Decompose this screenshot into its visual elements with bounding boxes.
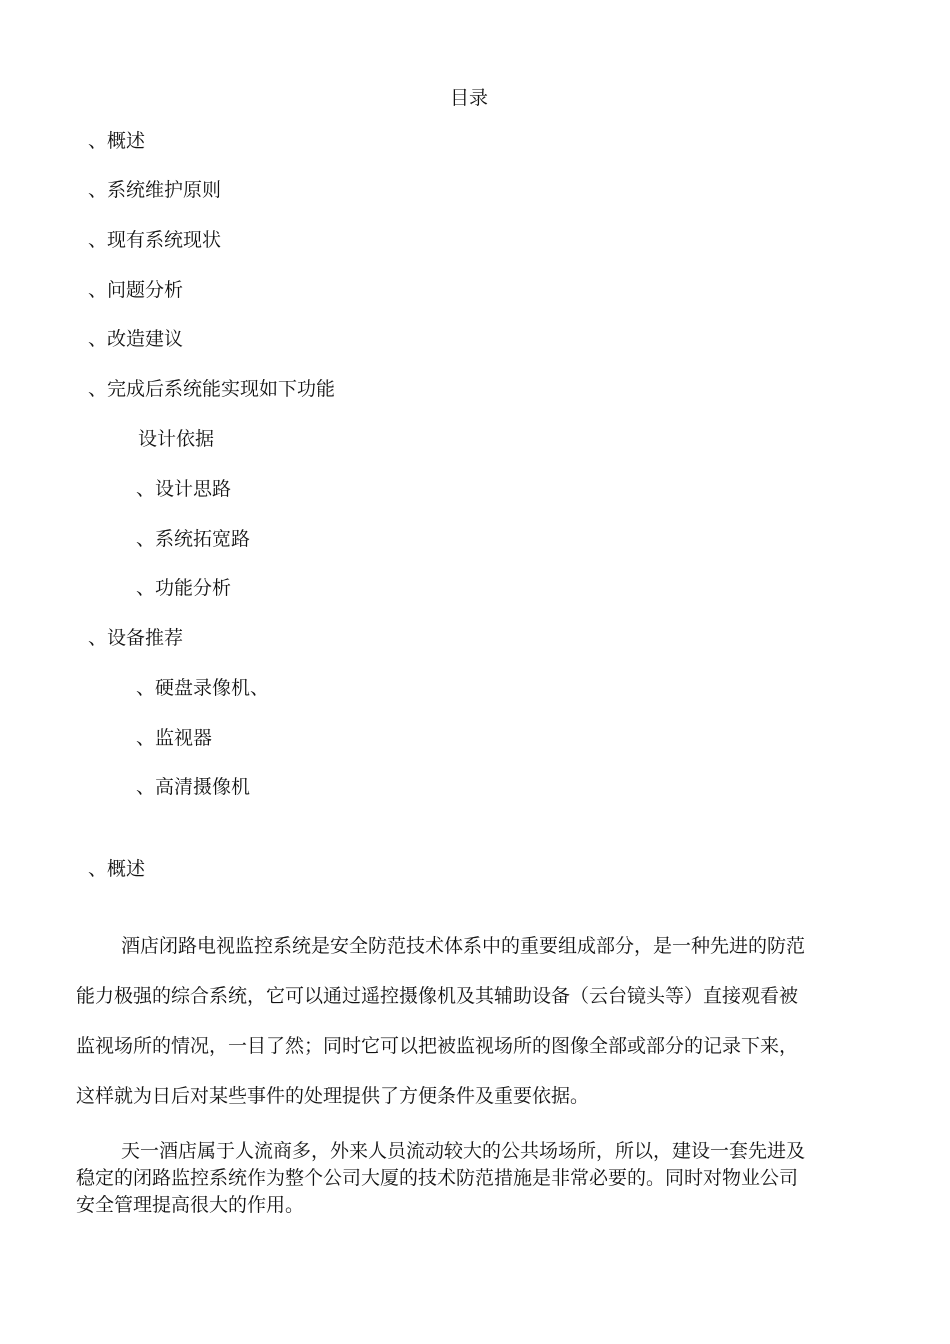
paragraph-line: 酒店闭路电视监控系统是安全防范技术体系中的重要组成部分，是一种先进的防范 [121,935,806,957]
toc-item: 设计依据 [138,428,215,450]
toc-item: 、问题分析 [88,279,184,301]
paragraph-line: 这样就为日后对某些事件的处理提供了方便条件及重要依据。 [76,1085,590,1107]
toc-item: 、设计思路 [136,478,232,500]
toc-item: 、改造建议 [88,328,184,350]
paragraph-line: 监视场所的情况，一目了然；同时它可以把被监视场所的图像全部或部分的记录下来， [76,1035,799,1057]
toc-item: 、现有系统现状 [88,229,222,251]
toc-item: 、系统拓宽路 [136,528,251,550]
toc-item: 、完成后系统能实现如下功能 [88,378,336,400]
toc-item: 、功能分析 [136,577,232,599]
body-paragraph [76,934,856,1108]
paragraph-line: 能力极强的综合系统，它可以通过遥控摄像机及其辅助设备（云台镜头等）直接观看被 [76,985,799,1007]
paragraph-line: 安全管理提高很大的作用。 [76,1194,305,1216]
toc-item: 、系统维护原则 [88,179,222,201]
section-heading: 、概述 [88,858,146,880]
toc-item: 、高清摄像机 [136,776,251,798]
paragraph-line: 稳定的闭路监控系统作为整个公司大厦的技术防范措施是非常必要的。同时对物业公司 [76,1167,799,1189]
body-paragraph [76,1139,856,1220]
toc-item: 、设备推荐 [88,627,184,649]
paragraph-line: 天一酒店属于人流商多，外来人员流动较大的公共场场所，所以，建设一套先进及 [121,1140,806,1162]
toc-item: 、概述 [88,130,146,152]
toc-item: 、硬盘录像机、 [136,677,270,699]
toc-item: 、监视器 [136,727,213,749]
toc-title: 目录 [449,87,488,109]
